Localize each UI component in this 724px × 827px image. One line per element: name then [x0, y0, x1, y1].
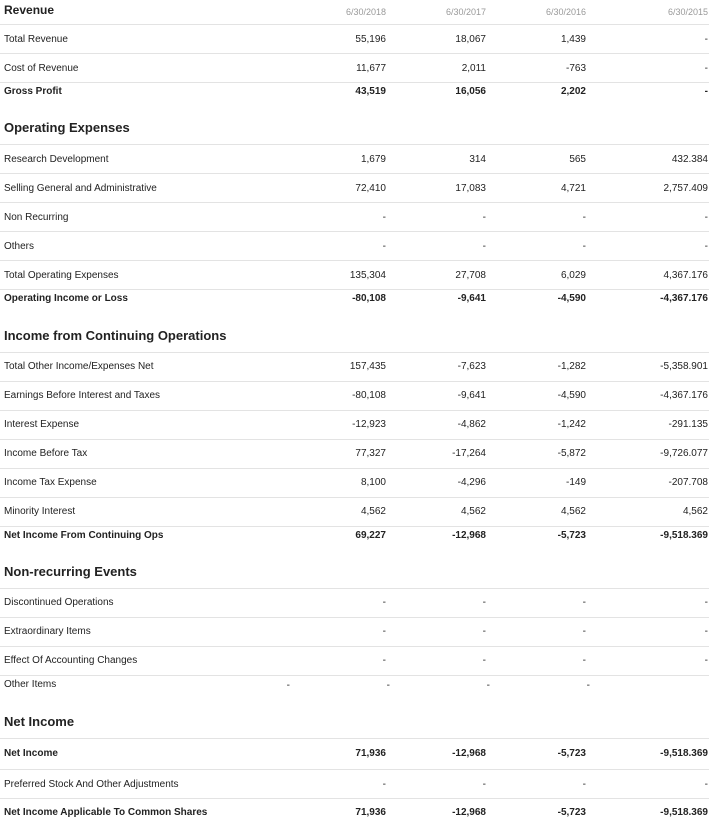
table-row	[0, 440, 709, 469]
row-label: Discontinued Operations	[4, 597, 114, 608]
cell-value: 4,562	[360, 506, 386, 517]
table-row	[0, 54, 709, 83]
table-row	[0, 469, 709, 498]
cell-value: -5,723	[557, 807, 586, 818]
table-row	[0, 203, 709, 232]
table-row	[0, 676, 709, 696]
section-header	[0, 702, 709, 739]
cell-value: 69,227	[355, 530, 386, 541]
cell-value: 72,410	[355, 183, 386, 194]
cell-value: -	[704, 655, 708, 666]
cell-value: -	[482, 626, 486, 637]
section-title: Income from Continuing Operations	[4, 328, 227, 343]
cell-value: 432.384	[671, 154, 708, 165]
cell-value: 314	[469, 154, 486, 165]
cell-value: -4,367.176	[660, 390, 708, 401]
cell-value: -	[582, 212, 586, 223]
cell-value: -80,108	[352, 293, 386, 304]
row-label: Income Before Tax	[4, 448, 88, 459]
row-label: Others	[4, 241, 35, 252]
cell-value: -	[382, 212, 386, 223]
row-label: Research Development	[4, 154, 109, 165]
date-2018: 6/30/2018	[345, 7, 386, 17]
cell-value: -9,518.369	[660, 807, 708, 818]
cell-value: 2,011	[461, 63, 486, 74]
row-label: Earnings Before Interest and Taxes	[4, 390, 161, 401]
cell-value: 1,439	[560, 34, 586, 45]
table-row	[0, 353, 709, 382]
cell-value: 55,196	[355, 34, 386, 45]
date-2017: 6/30/2017	[445, 7, 486, 17]
cell-value: -	[704, 86, 708, 97]
cell-value: 18,067	[455, 34, 486, 45]
cell-value: -	[704, 34, 708, 45]
cell-value: -	[382, 241, 386, 252]
row-label: Other Items	[4, 679, 57, 690]
cell-value: -	[582, 241, 586, 252]
date-2015: 6/30/2015	[667, 7, 708, 17]
cell-value: 71,936	[355, 748, 386, 759]
row-label: Net Income From Continuing Ops	[4, 530, 164, 541]
row-label: Net Income Applicable To Common Shares	[4, 807, 208, 818]
cell-value: 6,029	[560, 270, 586, 281]
table-row	[0, 618, 709, 647]
cell-value: 8,100	[360, 477, 386, 488]
cell-value: 11,677	[356, 63, 386, 74]
cell-value: 2,202	[560, 86, 586, 97]
table-row	[0, 739, 709, 770]
cell-value: 157,435	[349, 361, 386, 372]
cell-value: 4,721	[560, 183, 586, 194]
cell-value: -4,367.176	[660, 293, 708, 304]
cell-value: 4,367.176	[663, 270, 708, 281]
cell-value: -17,264	[452, 448, 486, 459]
cell-value: -12,968	[452, 807, 486, 818]
cell-value: -291.135	[668, 419, 708, 430]
table-row	[0, 232, 709, 261]
cell-value: 77,327	[355, 448, 386, 459]
row-label: Extraordinary Items	[4, 626, 91, 637]
cell-value: -5,358.901	[660, 361, 708, 372]
table-row	[0, 589, 709, 618]
cell-value: -	[382, 597, 386, 608]
cell-value: -7,623	[457, 361, 486, 372]
table-row	[0, 411, 709, 440]
cell-value: 1,679	[360, 154, 386, 165]
cell-value: -	[482, 241, 486, 252]
section-title: Non-recurring Events	[4, 564, 137, 579]
section-header	[0, 108, 709, 145]
cell-value: -9,726.077	[660, 448, 708, 459]
cell-value: -207.708	[668, 477, 708, 488]
cell-value: -	[382, 626, 386, 637]
table-row	[0, 770, 709, 799]
cell-value: 27,708	[455, 270, 486, 281]
cell-value: -9,641	[457, 293, 486, 304]
cell-value: 2,757.409	[663, 183, 708, 194]
cell-value: -	[382, 655, 386, 666]
row-label: Gross Profit	[4, 86, 62, 97]
cell-value: -	[482, 779, 486, 790]
cell-value: 4,562	[560, 506, 586, 517]
cell-value: -9,518.369	[660, 530, 708, 541]
row-label: Total Operating Expenses	[4, 270, 119, 281]
table-row	[0, 83, 709, 103]
cell-value: -	[586, 680, 590, 691]
row-label: Total Other Income/Expenses Net	[4, 361, 154, 372]
cell-value: 17,083	[455, 183, 486, 194]
cell-value: -1,242	[557, 419, 586, 430]
cell-value: -	[704, 241, 708, 252]
cell-value: -149	[565, 477, 586, 488]
table-row	[0, 290, 709, 310]
cell-value: -80,108	[352, 390, 386, 401]
section-title: Net Income	[4, 714, 75, 729]
cell-value: -	[704, 212, 708, 223]
cell-value: -5,872	[557, 448, 586, 459]
cell-value: -4,296	[457, 477, 486, 488]
row-label: Total Revenue	[4, 34, 68, 45]
table-row	[0, 498, 709, 527]
row-label: Minority Interest	[4, 506, 76, 517]
cell-value: -5,723	[557, 530, 586, 541]
cell-value: -9,641	[457, 390, 486, 401]
cell-value: -763	[565, 63, 586, 74]
date-2016: 6/30/2016	[545, 7, 586, 17]
cell-value: -1,282	[557, 361, 586, 372]
cell-value: -12,968	[452, 748, 486, 759]
row-label: Effect Of Accounting Changes	[4, 655, 138, 666]
cell-value: -9,518.369	[660, 748, 708, 759]
cell-value: 71,936	[355, 807, 386, 818]
cell-value: -	[382, 779, 386, 790]
cell-value: -12,968	[452, 530, 486, 541]
cell-value: -	[704, 597, 708, 608]
cell-value: -4,590	[557, 293, 586, 304]
row-label: Net Income	[4, 748, 58, 759]
cell-value: -	[582, 779, 586, 790]
cell-value: -	[582, 626, 586, 637]
cell-value: -	[482, 212, 486, 223]
cell-value: 565	[569, 154, 586, 165]
table-row	[0, 527, 709, 547]
cell-value: -	[704, 779, 708, 790]
table-row	[0, 174, 709, 203]
table-row	[0, 647, 709, 676]
revenue-title: Revenue	[4, 3, 55, 17]
cell-value: -12,923	[352, 419, 386, 430]
cell-value: -	[704, 626, 708, 637]
cell-value: -4,862	[457, 419, 486, 430]
cell-value: -	[482, 655, 486, 666]
row-label: Operating Income or Loss	[4, 293, 128, 304]
row-label: Interest Expense	[4, 419, 80, 430]
cell-value: -	[486, 680, 490, 691]
row-label: Preferred Stock And Other Adjustments	[4, 779, 179, 790]
table-row	[0, 25, 709, 54]
cell-value: -	[582, 655, 586, 666]
row-label: Selling General and Administrative	[4, 183, 157, 194]
table-row	[0, 145, 709, 174]
cell-value: -	[286, 680, 290, 691]
section-title: Operating Expenses	[4, 120, 130, 135]
cell-value: 16,056	[455, 86, 486, 97]
cell-value: -	[482, 597, 486, 608]
table-row	[0, 799, 709, 827]
cell-value: 135,304	[349, 270, 386, 281]
cell-value: -5,723	[557, 748, 586, 759]
row-label: Non Recurring	[4, 212, 69, 223]
cell-value: 4,562	[460, 506, 486, 517]
row-label: Income Tax Expense	[4, 477, 97, 488]
cell-value: -4,590	[557, 390, 586, 401]
table-row	[0, 261, 709, 290]
header-row	[0, 0, 709, 25]
cell-value: 4,562	[682, 506, 708, 517]
cell-value: -	[582, 597, 586, 608]
section-header	[0, 316, 709, 353]
cell-value: 43,519	[355, 86, 386, 97]
row-label: Cost of Revenue	[4, 63, 79, 74]
cell-value: -	[704, 63, 708, 74]
cell-value: -	[386, 680, 390, 691]
section-header	[0, 552, 709, 589]
table-row	[0, 382, 709, 411]
